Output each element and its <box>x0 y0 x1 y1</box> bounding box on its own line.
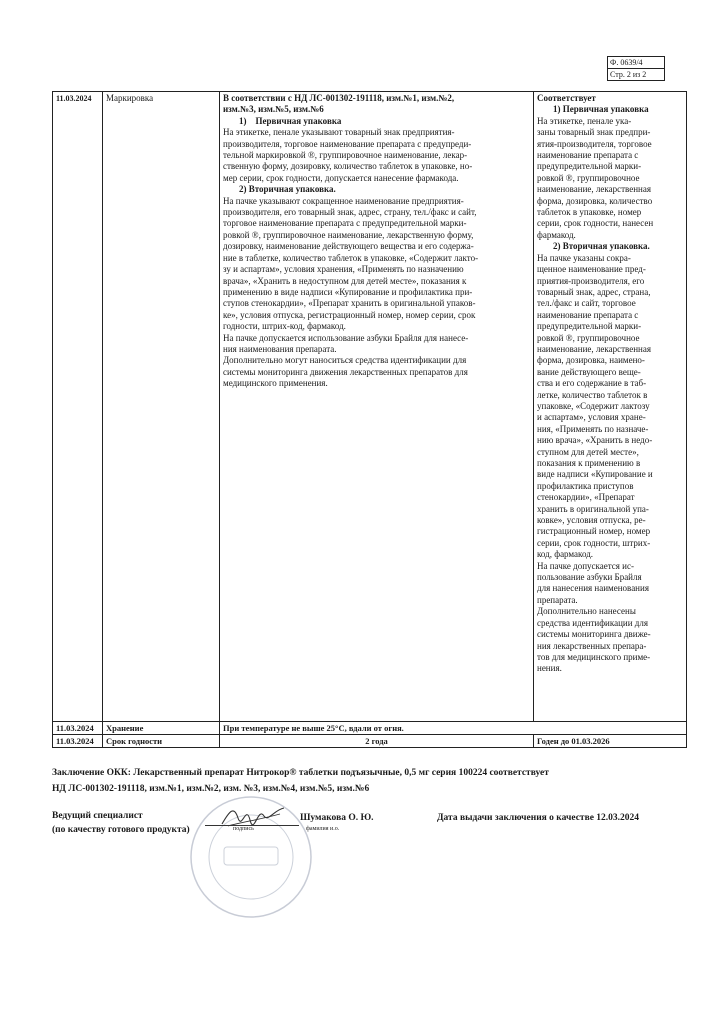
requirement-secondary-text: На пачке указывают сокращенное наименование предприятия- производителя, его товарный знак, адрес, страну, тел./факс и сайт, торговое наименование препарата с предупредительной марки- ровкой ®, группировочное наименование, лекарственную форму, дозировку, наименование действующего вещества и его содержа- ние в таблетке, количество таблеток в упаковке, «Содержит лакто- зу и аспартам», условия хранения, «Применять по назначению врача», «Хранить в недоступном для детей месте», показания к применению в виде надписи «Купирование и профилактика при- ступов стенокардии», «Препарат хранить в оригинальной упаков- ке», условия отпуска, регистрационный номер, номер серии, срок годности, штрих-код, фармакод. <box>223 195 479 332</box>
table-row-marking <box>53 92 687 722</box>
form-number-box <box>607 56 665 81</box>
form-number: Ф. 0639/4 <box>610 58 643 67</box>
shelf-life-result: Годен до 01.03.2026 <box>534 735 687 748</box>
row-date: 11.03.2024 <box>53 735 103 748</box>
requirement-braille-text: На пачке допускается использование азбуки Брайля для нанесе- ния наименования препарата. <box>223 332 469 354</box>
requirement-heading-primary: 1) Первичная упаковка <box>239 115 342 126</box>
signature-caption: подпись <box>233 826 254 832</box>
requirement-primary-text: На этикетке, пенале указывают товарный знак предприятия- производителя, торговое наименование препарата с предупреди- тельной маркировкой ®, группировочное наименование, лекар- ственную форму, дозировку, количество таблеток в упаковке, но- мер серии, срок годности, допускается нанесение фармакода. <box>223 127 473 183</box>
page-number: Стр. 2 из 2 <box>608 68 664 80</box>
result-heading-secondary: 2) Вторичная упаковка. <box>553 241 650 252</box>
row-parameter: Маркировка <box>103 92 220 722</box>
table-row-storage <box>53 722 687 735</box>
result-secondary-text: На пачке указаны сокра- щенное наименование пред- приятия-производителя, его товарный знак, адрес, страна, тел./факс и сайт, торговое наименование препарата с предупредительной марки- ровкой ®, группировочное наименование, лекарственная форма, дозировка, наимено- вание действующего веще- ства и его содержание в таб- летке, количество таблеток в упаковке, «Содержит лактозу и аспартам», условия хране- ния, «Применять по назначе- нию врача», «Хранить в недо- ступном для детей месте», показания к применению в виде надписи «Купирование и профилактика приступов стенокардии», «Препарат хранить в оригинальной упа- ковке», условия отпуска, ре- гистрационный номер, номер серии, срок годности, штрих- код, фармакод. <box>537 252 653 560</box>
storage-requirement: При температуре не выше 25°С, вдали от огня. <box>220 722 687 735</box>
result-heading-primary: 1) Первичная упаковка <box>553 104 649 115</box>
requirement-header: В соответствии с НД ЛС-001302-191118, изм.№1, изм.№2, изм.№3, изм.№5, изм.№6 <box>223 93 455 115</box>
row-parameter: Срок годности <box>103 735 220 748</box>
shelf-life-requirement: 2 года <box>220 735 534 748</box>
table-row-shelf-life <box>53 735 687 748</box>
result-primary-text: На этикетке, пенале ука- заны товарный знак предпри- ятия-производителя, торговое наименование препарата с предупредительной марки- ровкой ®, группировочное наименование, лекарственная форма, дозировка, количество таблеток в упаковке, номер серии, срок годности, нанесен фармакод. <box>537 115 654 240</box>
row-date: 11.03.2024 <box>53 722 103 735</box>
signer-name: Шумакова О. Ю. <box>300 813 374 823</box>
issue-date: Дата выдачи заключения о качестве 12.03.2024 <box>437 813 640 823</box>
quality-table <box>52 91 687 748</box>
result-braille-text: На пачке допускается ис- пользование азбуки Брайля для нанесения наименования препарата. <box>537 560 649 605</box>
conclusion-text: Заключение ОКК: Лекарственный препарат Нитрокор® таблетки подъязычные, 0,5 мг серия 100224 соответствует НД ЛС-001302-191118, изм.№1, изм.№2, изм. №3, изм.№4, изм.№5, изм.№6 <box>52 768 549 794</box>
result-cell <box>534 92 687 722</box>
requirement-identification-text: Дополнительно могут наноситься средства идентификации для системы мониторинга движения лекарственных препаратов для медицинского применения. <box>223 355 468 389</box>
result-identification-text: Дополнительно нанесены средства идентификации для системы мониторинга движе- ния лекарственных препара- тов для медицинского приме- нения. <box>537 606 651 674</box>
result-header: Соответствует <box>537 93 596 103</box>
signer-role: Ведущий специалист (по качеству готового продукта) <box>52 811 190 835</box>
row-parameter: Хранение <box>103 722 220 735</box>
name-caption: фамилия и.о. <box>306 826 340 832</box>
requirement-heading-secondary: 2) Вторичная упаковка. <box>239 184 336 195</box>
requirement-cell <box>220 92 534 722</box>
row-date: 11.03.2024 <box>53 92 103 722</box>
